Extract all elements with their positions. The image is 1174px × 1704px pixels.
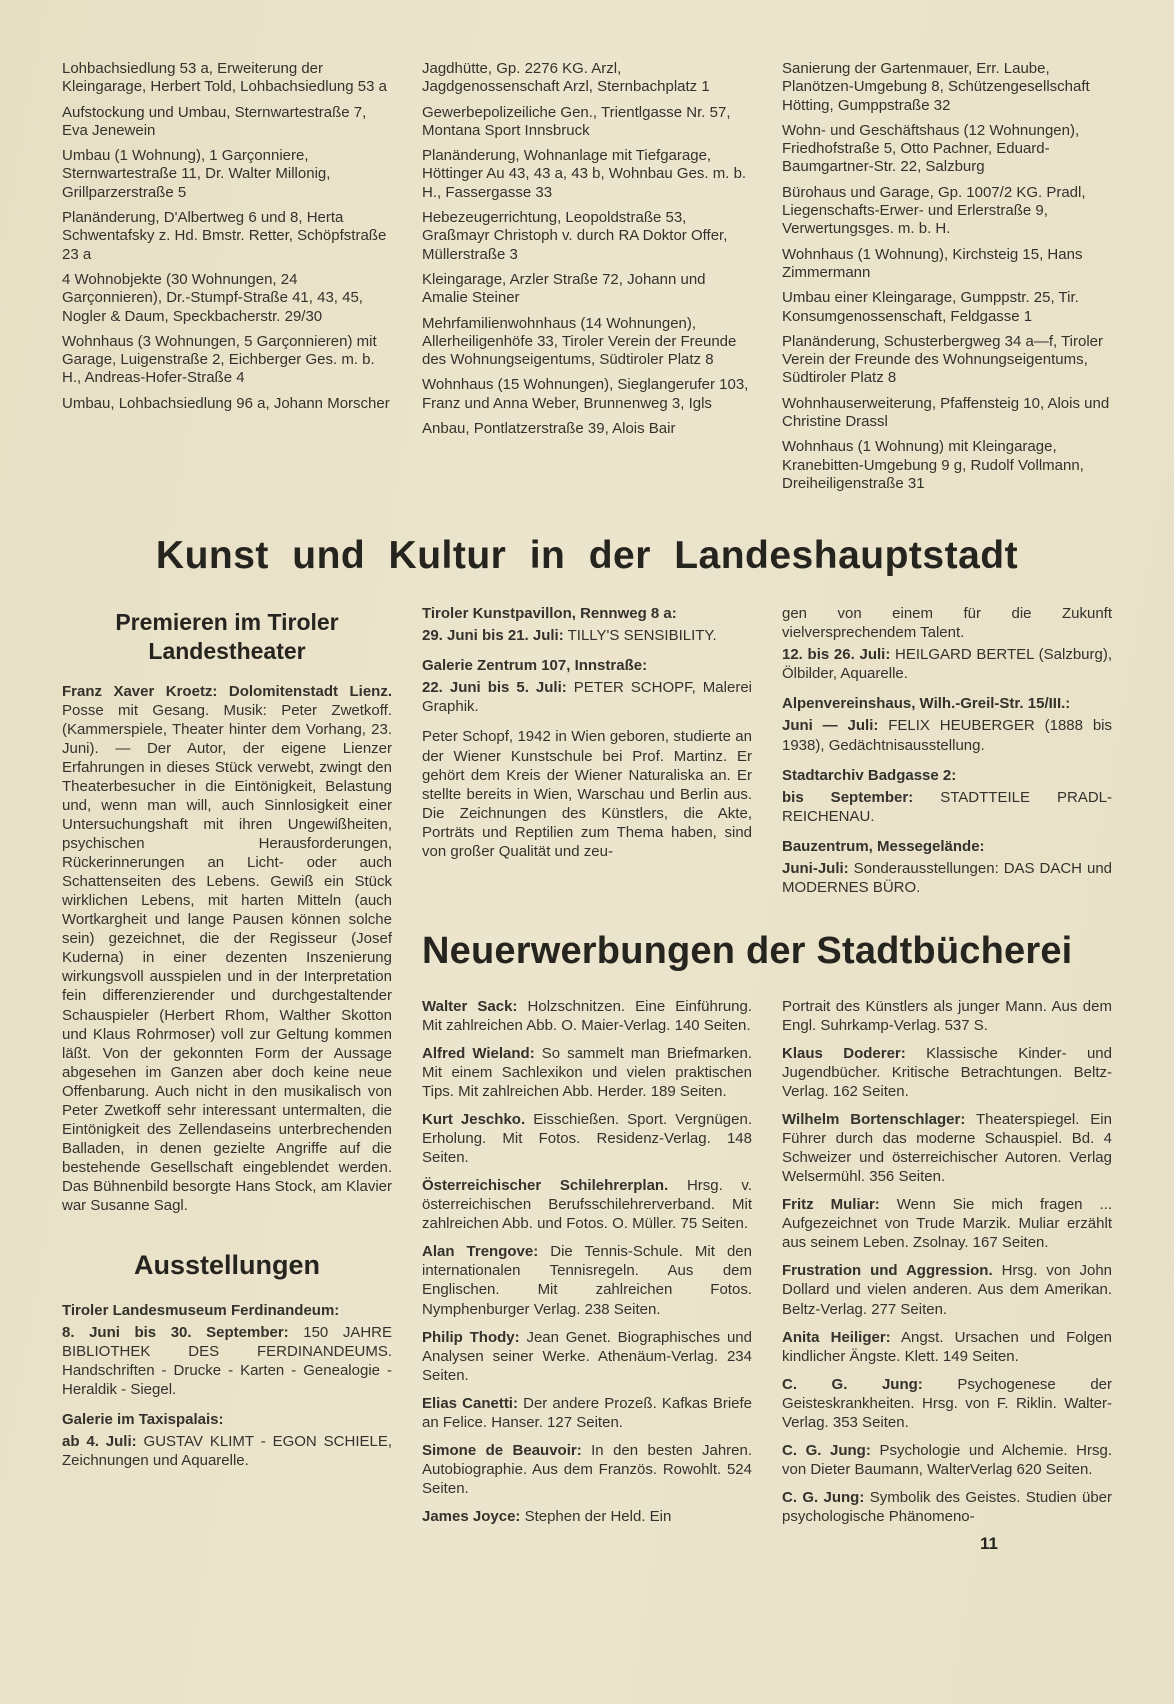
book-entry-text: Theaterspiegel. Ein Führer durch das moderne Schauspiel. Bd. 4 Schweizer und österreichischer Autoren. Verlag Welsermühl. 356 Seiten. bbox=[782, 1111, 1112, 1186]
exhibition-entry-text: gen von einem für die Zukunft vielversprechendem Talent. bbox=[782, 605, 1112, 642]
theater-review-lead: Franz Xaver Kroetz: Dolomitenstadt Lienz. bbox=[62, 682, 392, 700]
book-entry-author: C. G. Jung: bbox=[782, 1488, 865, 1506]
permit-entry: Wohnhaus (15 Wohnungen), Sieglangerufer 103, Franz und Anna Weber, Brunnenweg 3, Igls bbox=[422, 376, 749, 412]
building-permits-section bbox=[62, 60, 1112, 500]
books-column-1 bbox=[422, 997, 752, 1535]
book-entry-author: Elias Canetti: bbox=[422, 1394, 518, 1412]
book-entry-author: Frustration und Aggression. bbox=[782, 1262, 993, 1280]
exhibition-entry-lead: 22. Juni bis 5. Juli: bbox=[422, 679, 567, 697]
right-area bbox=[422, 604, 1112, 1535]
exhibition-entry-text: Peter Schopf, 1942 in Wien geboren, studierte an der Wiener Kunstschule bei Prof. Martinz. Er gehört dem Kreis der Wiener Naturaliska an. Er stellte bereits in Wien, Warschau und Berlin aus. Die Zeichnungen des Künstlers, die Akte, Porträts und Reptilien zum Thema haben, sind von großer Qualität und zeu- bbox=[422, 728, 752, 860]
exhibition-entry-lead: Juni-Juli: bbox=[782, 859, 849, 877]
exhibition-entry bbox=[782, 645, 1112, 683]
book-entry-text: Jean Genet. Biographisches und Analysen seiner Werke. Athenäum-Verlag. 234 Seiten. bbox=[422, 1328, 752, 1384]
permit-entry: Kleingarage, Arzler Straße 72, Johann und Amalie Steiner bbox=[422, 270, 706, 307]
permit-entry: Wohnhauserweiterung, Pfaffensteig 10, Alois und Christine Drassl bbox=[782, 394, 1110, 431]
book-entry bbox=[782, 1044, 1112, 1101]
exhibition-entry bbox=[422, 678, 752, 716]
exhibition-entry-text: STADTTEILE PRADL-REICHENAU. bbox=[782, 788, 1112, 825]
exhibition-entry-text: FELIX HEUBERGER (1888 bis 1938), Gedächtnisausstellung. bbox=[782, 717, 1112, 754]
exhibition-entry bbox=[62, 1410, 392, 1429]
permit-entry: 4 Wohnobjekte (30 Wohnungen, 24 Garçonnieren), Dr.-Stumpf-Straße 41, 43, 45, Nogler & Daum, Speckbacherstr. 29/30 bbox=[62, 270, 363, 325]
book-entry-text: Portrait des Künstlers als junger Mann. Aus dem Engl. Suhrkamp-Verlag. 537 S. bbox=[782, 997, 1112, 1034]
permit-entry: Wohnhaus (1 Wohnung), Kirchsteig 15, Hans Zimmermann bbox=[782, 245, 1083, 281]
book-entry-author: Alan Trengove: bbox=[422, 1243, 539, 1261]
theater-column bbox=[62, 604, 392, 1535]
book-entry-author: Philip Thody: bbox=[422, 1328, 520, 1346]
theater-review-body: Posse mit Gesang. Musik: Peter Zwetkoff. (Kammerspiele, Theater hinter dem Vorhang, 23. Juni). — Der Autor, der eigene Lienzer Erfahrungen in dieses Stück verwebt, zwingt den Theaterbesucher in die Eintönigkeit, Belastung und, wenn man will, auch Sinnlosigkeit einer Untersuchungshaft mit ihren Ungewißheiten, psychischen Herausforderungen, Rückerinnerungen an Licht- oder auch Schattenseiten des Lebens. Gewiß ein Stück wirklichen Lebens, mit harten Mitteln (auch Wortkargheit und lange Pausen können solche sein) gezeichnet, die der Regisseur (Josef Kuderna) in einer dezenten Inszenierung wirkungsvoll ausspielen und in der Interpretation fein differenzierender und durchgestaltender Schauspieler (Herbert Rhom, Walther Skotton und Klaus Rohrmoser) voll zur Geltung kommen läßt. Von der gekonnten Form der Aussage abgesehen im Ganzen aber doch keine neue Offenbarung. Auch nicht in den musikalisch von Peter Zwetkoff sehr interessant untermalten, die Eintönigkeit des Zellendaseins unterbrechenden Balladen, in denen gezielte Angriffe auf die bestehende Gesellschaft eingeblendet werden. Das Bühnenbild besorgte Hans Stock, am Klavier war Susanne Sagl. bbox=[62, 701, 392, 1214]
book-entry-author: C. G. Jung: bbox=[782, 1441, 871, 1459]
book-entry-text: Wenn Sie mich fragen ... Aufgezeichnet von Trude Marzik. Muliar erzählt aus seinem Leben. Zsolnay. 167 Seiten. bbox=[782, 1196, 1113, 1252]
book-entry bbox=[782, 997, 1112, 1035]
book-entry-author: Simone de Beauvoir: bbox=[422, 1441, 582, 1459]
exhibition-entry-lead: bis September: bbox=[782, 788, 914, 806]
exhibition-entry bbox=[62, 1323, 392, 1399]
exhibition-entry bbox=[782, 716, 1112, 754]
exhibition-entry-text: GUSTAV KLIMT - EGON SCHIELE, Zeichnungen und Aquarelle. bbox=[62, 1433, 393, 1470]
exhibition-entry bbox=[422, 656, 752, 675]
exhibitions-middle-column bbox=[422, 604, 752, 900]
book-entry-author: Anita Heiliger: bbox=[782, 1328, 891, 1346]
book-entry-author: Österreichischer Schilehrerplan. bbox=[422, 1177, 669, 1195]
book-entry-author: Kurt Jeschko. bbox=[422, 1111, 526, 1129]
exhibitions-row bbox=[422, 604, 1112, 900]
book-entry-text: Angst. Ursachen und Folgen kindlicher Ängste. Klett. 149 Seiten. bbox=[782, 1328, 1112, 1365]
permit-entry: Wohnhaus (3 Wohnungen, 5 Garçonnieren) mit Garage, Luigenstraße 2, Eichberger Ges. m. b. H., Andreas-Hofer-Straße 4 bbox=[62, 332, 377, 387]
exhibition-entry-lead: 29. Juni bis 21. Juli: bbox=[422, 627, 564, 645]
book-entry-text: Holzschnitzen. Eine Einführung. Mit zahlreichen Abb. O. Maier-Verlag. 140 Seiten. bbox=[422, 997, 753, 1034]
book-entry bbox=[782, 1328, 1112, 1366]
page-number: 11 bbox=[980, 1534, 998, 1553]
book-entry-text: In den besten Jahren. Autobiographie. Aus dem Französ. Rowohlt. 524 Seiten. bbox=[422, 1441, 753, 1497]
exhibition-entry-lead: Stadtarchiv Badgasse 2: bbox=[782, 766, 957, 784]
exhibition-entry-lead: ab 4. Juli: bbox=[62, 1433, 137, 1451]
book-entry-text: Psychogenese der Geisteskrankheiten. Hrsg. von F. Riklin. Walter-Verlag. 353 Seiten. bbox=[782, 1375, 1113, 1431]
exhibition-entry-text: HEILGARD BERTEL (Salzburg), Ölbilder, Aquarelle. bbox=[782, 646, 1113, 683]
permits-column-1 bbox=[62, 60, 392, 500]
book-entry-text: Hrsg. v. österreichischen Berufsschilehrerverband. Mit zahlreichen Abb. und Fotos. O. Müller. 75 Seiten. bbox=[422, 1177, 752, 1233]
exhibition-entry-lead: Alpenvereinshaus, Wilh.-Greil-Str. 15/III.: bbox=[782, 695, 1071, 713]
book-entry-text: So sammelt man Briefmarken. Mit einem Sachlexikon und vielen praktischen Tips. Mit zahlreichen Abb. Herder. 189 Seiten. bbox=[422, 1044, 752, 1101]
exhibition-entry bbox=[422, 727, 752, 860]
exhibition-entry-lead: 12. bis 26. Juli: bbox=[782, 646, 891, 664]
kunst-und-kultur-headline: Kunst und Kultur in der Landeshauptstadt bbox=[155, 534, 1019, 578]
book-entry-author: Wilhelm Bortenschlager: bbox=[782, 1111, 966, 1129]
book-entry-author: Fritz Muliar: bbox=[782, 1196, 880, 1214]
exhibition-entry bbox=[782, 604, 1112, 642]
exhibition-entry-text: PETER SCHOPF, Malerei Graphik. bbox=[422, 679, 752, 716]
book-entry-text: Eisschießen. Sport. Vergnügen. Erholung. Mit Fotos. Residenz-Verlag. 148 Seiten. bbox=[422, 1111, 753, 1167]
permit-entry: Umbau einer Kleingarage, Gumppstr. 25, Tir. Konsumgenossenschaft, Feldgasse 1 bbox=[782, 289, 1079, 325]
book-entry bbox=[422, 1242, 752, 1318]
exhibitions-right-column bbox=[782, 604, 1112, 900]
book-entry bbox=[782, 1375, 1112, 1432]
exhibition-entry-lead: 8. Juni bis 30. September: bbox=[62, 1323, 289, 1341]
permit-entry: Sanierung der Gartenmauer, Err. Laube, Planötzen-Umgebung 8, Schützengesellschaft Hötting, Gumppstraße 32 bbox=[782, 60, 1090, 114]
book-entry bbox=[422, 1507, 752, 1526]
exhibition-entry-lead: Galerie Zentrum 107, Innstraße: bbox=[422, 657, 648, 675]
permits-column-3 bbox=[782, 60, 1112, 500]
exhibition-entry bbox=[422, 604, 752, 623]
book-entry-text: Psychologie und Alchemie. Hrsg. von Dieter Baumann, WalterVerlag 620 Seiten. bbox=[782, 1441, 1113, 1478]
book-entry-author: James Joyce: bbox=[422, 1507, 521, 1525]
permit-entry: Planänderung, Schusterbergweg 34 a—f, Tiroler Verein der Freunde des Wohnungseigentums, Südtiroler Platz 8 bbox=[782, 332, 1104, 387]
ausstellungen-list bbox=[62, 1301, 392, 1470]
book-entry bbox=[422, 1394, 752, 1432]
book-entry-author: Klaus Doderer: bbox=[782, 1044, 906, 1062]
exhibition-entry bbox=[782, 694, 1112, 713]
ausstellungen-heading: Ausstellungen bbox=[133, 1250, 321, 1281]
exhibition-entry bbox=[782, 837, 1112, 856]
exhibition-entry bbox=[62, 1301, 392, 1320]
kultur-section bbox=[62, 604, 1112, 1535]
permit-entry: Wohnhaus (1 Wohnung) mit Kleingarage, Kranebitten-Umgebung 9 g, Rudolf Vollmann, Dreiheiligenstraße 31 bbox=[782, 438, 1084, 492]
book-entry-text: Die Tennis-Schule. Mit den internationalen Tennisregeln. Aus dem Englischen. Mit zahlreichen Fotos. Nymphenburger Verlag. 238 Seiten. bbox=[422, 1243, 752, 1318]
book-entry bbox=[782, 1441, 1112, 1479]
book-entry-text: Hrsg. von John Dollard und vielen anderen. Aus dem Amerikan. Beltz-Verlag. 277 Seiten. bbox=[782, 1262, 1113, 1318]
exhibition-entry-text: Sonderausstellungen: DAS DACH und MODERNES BÜRO. bbox=[782, 859, 1113, 896]
permit-entry: Mehrfamilienwohnhaus (14 Wohnungen), Allerheiligenhöfe 33, Tiroler Verein der Freunde des Wohnungseigentums, Südtiroler Platz 8 bbox=[422, 314, 737, 369]
book-entry bbox=[782, 1110, 1112, 1186]
permit-entry: Umbau (1 Wohnung), 1 Garçonniere, Sternwartestraße 11, Dr. Walter Millonig, Grillparzerstraße 5 bbox=[62, 147, 331, 201]
exhibition-entry bbox=[62, 1432, 392, 1470]
book-entry-text: Klassische Kinder- und Jugendbücher. Kritische Betrachtungen. Beltz-Verlag. 162 Seiten. bbox=[782, 1044, 1112, 1101]
permit-entry: Wohn- und Geschäftshaus (12 Wohnungen), Friedhofstraße 5, Otto Pachner, Eduard-Baumgartner-Str. 22, Salzburg bbox=[782, 121, 1080, 176]
book-entry bbox=[422, 1328, 752, 1385]
permit-entry: Umbau, Lohbachsiedlung 96 a, Johann Morscher bbox=[62, 394, 390, 412]
exhibition-entry-lead: Galerie im Taxispalais: bbox=[62, 1411, 224, 1429]
permit-entry: Planänderung, D'Albertweg 6 und 8, Herta Schwentafsky z. Hd. Bmstr. Retter, Schöpfstraße 23 a bbox=[62, 209, 387, 263]
permits-column-2 bbox=[422, 60, 752, 500]
exhibition-entry-lead: Bauzentrum, Messegelände: bbox=[782, 837, 985, 855]
stadtbuecherei-headline: Neuerwerbungen der Stadtbücherei bbox=[422, 929, 1073, 972]
book-entry bbox=[422, 997, 752, 1035]
book-entry-author: Alfred Wieland: bbox=[422, 1044, 535, 1062]
exhibition-entry-lead: Tiroler Kunstpavillon, Rennweg 8 a: bbox=[422, 605, 677, 623]
book-entry bbox=[422, 1176, 752, 1233]
book-entry-author: C. G. Jung: bbox=[782, 1375, 923, 1393]
book-entry-text: Der andere Prozeß. Kafkas Briefe an Felice. Hanser. 127 Seiten. bbox=[422, 1394, 753, 1431]
theater-review bbox=[62, 682, 392, 1215]
exhibition-entry bbox=[782, 766, 1112, 785]
permit-entry: Hebezeugerrichtung, Leopoldstraße 53, Graßmayr Christoph v. durch RA Doktor Offer, Müllerstraße 3 bbox=[422, 209, 728, 263]
book-entry bbox=[782, 1488, 1112, 1526]
exhibition-entry bbox=[782, 788, 1112, 826]
book-entry-text: Stephen der Held. Ein bbox=[524, 1507, 672, 1525]
exhibition-entry-lead: Tiroler Landesmuseum Ferdinandeum: bbox=[62, 1301, 340, 1319]
book-entry bbox=[422, 1441, 752, 1498]
exhibition-entry-text: TILLY'S SENSIBILITY. bbox=[567, 627, 717, 645]
books-row bbox=[422, 997, 1112, 1535]
permit-entry: Planänderung, Wohnanlage mit Tiefgarage, Höttinger Au 43, 43 a, 43 b, Wohnbau Ges. m. b. H., Fassergasse 33 bbox=[422, 147, 747, 201]
permit-entry: Gewerbepolizeiliche Gen., Trientlgasse Nr. 57, Montana Sport Innsbruck bbox=[422, 103, 731, 139]
permit-entry: Aufstockung und Umbau, Sternwartestraße 7, Eva Jenewein bbox=[62, 103, 367, 139]
books-column-2 bbox=[782, 997, 1112, 1535]
exhibition-entry bbox=[782, 859, 1112, 897]
exhibition-entry-text: 150 JAHRE BIBLIOTHEK DES FERDINANDEUMS. Handschriften - Drucke - Karten - Genealogie - Heraldik - Siegel. bbox=[62, 1323, 393, 1398]
permit-entry: Jagdhütte, Gp. 2276 KG. Arzl, Jagdgenossenschaft Arzl, Sternbachplatz 1 bbox=[422, 60, 710, 96]
permit-entry: Anbau, Pontlatzerstraße 39, Alois Bair bbox=[422, 420, 676, 438]
book-entry-author: Walter Sack: bbox=[422, 997, 518, 1015]
book-entry bbox=[422, 1044, 752, 1101]
book-entry bbox=[422, 1110, 752, 1167]
book-entry bbox=[782, 1195, 1112, 1252]
permit-entry: Bürohaus und Garage, Gp. 1007/2 KG. Pradl, Liegenschafts-Erwer- und Erlerstraße 9, Verwertungsges. m. b. H. bbox=[782, 183, 1086, 238]
theater-heading: Premieren im Tiroler Landestheater bbox=[115, 609, 339, 664]
exhibition-entry-lead: Juni — Juli: bbox=[782, 717, 879, 735]
exhibition-entry bbox=[422, 626, 752, 645]
permit-entry: Lohbachsiedlung 53 a, Erweiterung der Kleingarage, Herbert Told, Lohbachsiedlung 53 a bbox=[62, 60, 387, 96]
book-entry-text: Symbolik des Geistes. Studien über psychologische Phänomeno- bbox=[782, 1488, 1112, 1525]
book-entry bbox=[782, 1261, 1112, 1318]
